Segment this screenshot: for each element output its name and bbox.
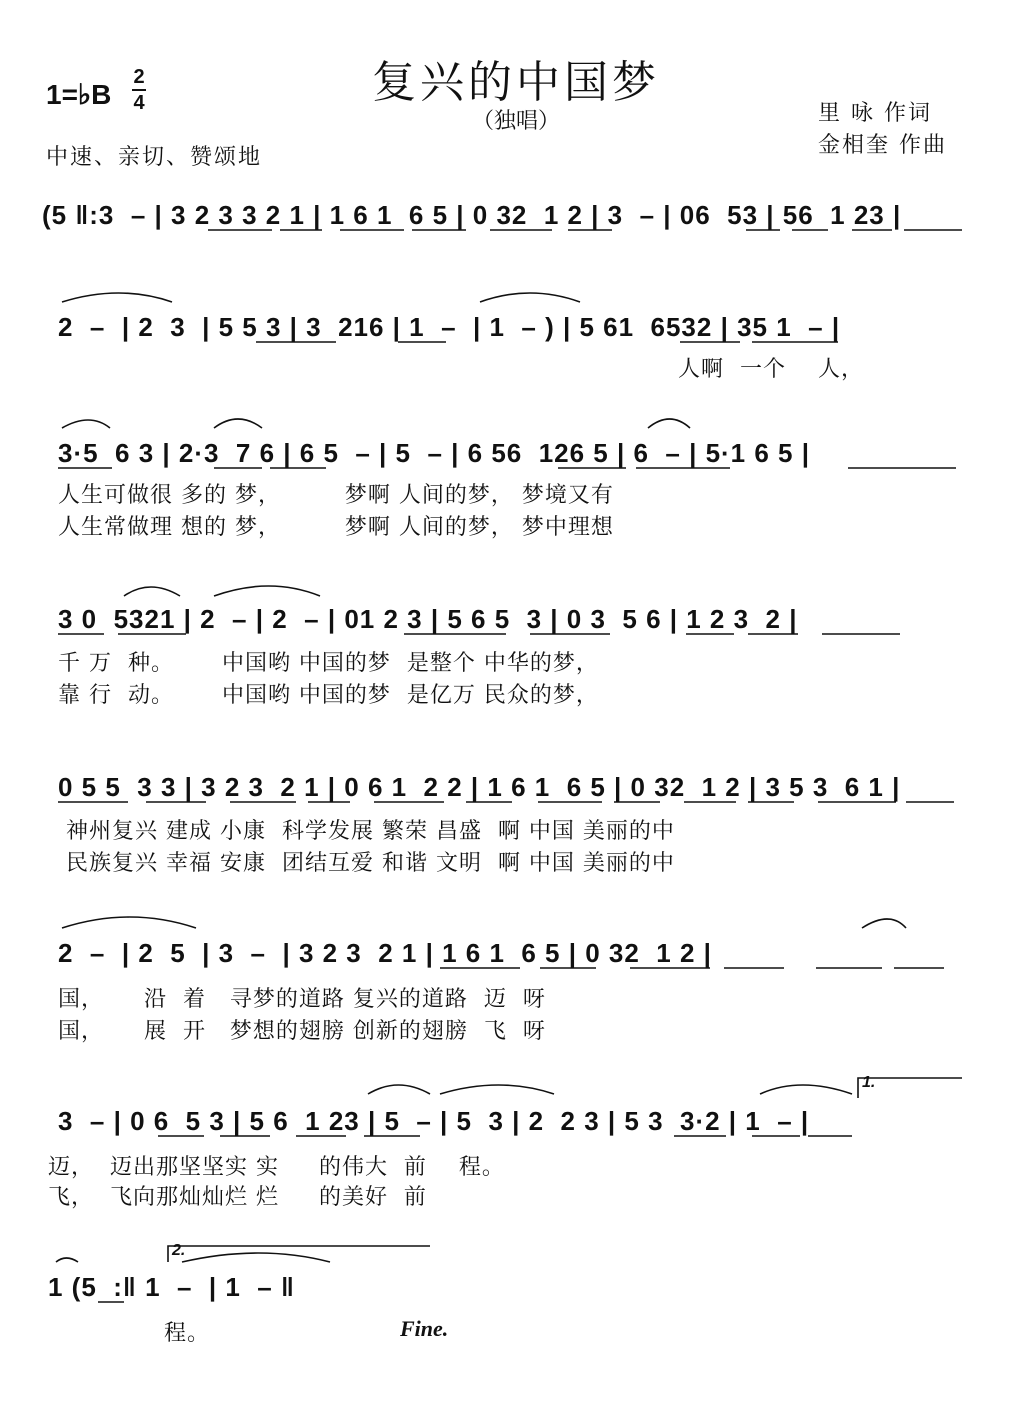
notation-line-7: 3 – | 0 6 5 3 | 5 6 1 23 | 5 – | 5 3 | 2 2 3 | 5 3 3·2 | 1 – | [58,1106,810,1136]
slur-mark [368,1085,430,1094]
lyricist-credit: 里 咏 作词 [818,101,932,126]
volta-second-bracket [168,1246,430,1262]
volta-second-label: 2. [172,1242,186,1259]
time-signature-top: 2 [133,66,145,88]
lyrics-line-7a: 迈， 迈出那坚坚实 实 的伟大 前 程。 [48,1155,505,1180]
slur-mark [480,293,580,302]
key-signature: 1=♭B [46,79,112,110]
notation-line-1: (5 ‖:3 – | 3 2 3 3 2 1 | 1 6 1 6 5 | 0 32 1 2 | 3 – | 06 53 | 56 1 23 | [42,200,902,230]
slur-mark [214,586,320,596]
slur-mark [862,919,906,928]
volta-first-bracket [858,1078,962,1098]
slur-mark [214,419,262,428]
slur-mark [56,1258,78,1262]
notation-line-3: 3·5 6 3 | 2·3 7 6 | 6 5 – | 5 – | 6 56 126 5 | 6 – | 5·1 6 5 | [58,438,811,468]
lyrics-line-3b: 人生常做理 想的 梦， 梦啊 人间的梦， 梦中理想 [58,515,614,540]
notation-line-6: 2 – | 2 5 | 3 – | 3 2 3 2 1 | 1 6 1 6 5 | 0 32 1 2 | [58,938,712,968]
slur-mark [440,1085,554,1094]
lyrics-line-4a: 千 万 种。 中国哟 中国的梦 是整个 中华的梦， [58,651,599,676]
lyrics-line-6b: 国， 展 开 梦想的翅膀 创新的翅膀 飞 呀 [58,1019,546,1044]
song-title: 复兴的中国梦 [372,57,660,108]
notation-line-5: 0 5 5 3 3 | 3 2 3 2 1 | 0 6 1 2 2 | 1 6 1 6 5 | 0 32 1 2 | 3 5 3 6 1 | [58,772,901,802]
slur-mark [124,587,180,596]
lyrics-line-5a: 神州复兴 建成 小康 科学发展 繁荣 昌盛 啊 中国 美丽的中 [58,819,675,844]
song-subtitle: （独唱） [471,109,560,134]
volta-first-label: 1. [862,1074,876,1091]
slur-mark [182,1253,330,1262]
notation-line-2: 2 – | 2 3 | 5 5 3 | 3 216 | 1 – | 1 – ) | 5 61 6532 | 35 1 – | [58,312,841,342]
time-signature-bottom: 4 [133,92,145,114]
lyrics-line-2a: 人啊 一个 人， [678,357,864,382]
composer-credit: 金相奎 作曲 [818,133,947,158]
slur-mark [62,917,196,928]
tempo-marking: 中速、亲切、赞颂地 [46,145,263,170]
slur-mark [760,1085,852,1094]
slur-mark [648,419,690,428]
lyrics-line-7b: 飞， 飞向那灿灿烂 烂 的美好 前 [48,1185,427,1210]
lyrics-line-3a: 人生可做很 多的 梦， 梦啊 人间的梦， 梦境又有 [58,483,614,508]
fine-marking: Fine. [400,1316,449,1341]
lyrics-line-6a: 国， 沿 着 寻梦的道路 复兴的道路 迈 呀 [58,987,546,1012]
lyrics-line-8a: 程。 [100,1321,210,1346]
lyrics-line-5b: 民族复兴 幸福 安康 团结互爱 和谐 文明 啊 中国 美丽的中 [58,851,675,876]
slur-mark [62,420,110,428]
notation-line-4: 3 0 5321 | 2 – | 2 – | 01 2 3 | 5 6 5 3 | 0 3 5 6 | 1 2 3 2 | [58,604,798,634]
notation-line-8: 1 (5 :‖ 1 – | 1 – ‖ [48,1272,295,1302]
slur-mark [62,293,172,302]
lyrics-line-4b: 靠 行 动。 中国哟 中国的梦 是亿万 民众的梦， [58,683,599,708]
